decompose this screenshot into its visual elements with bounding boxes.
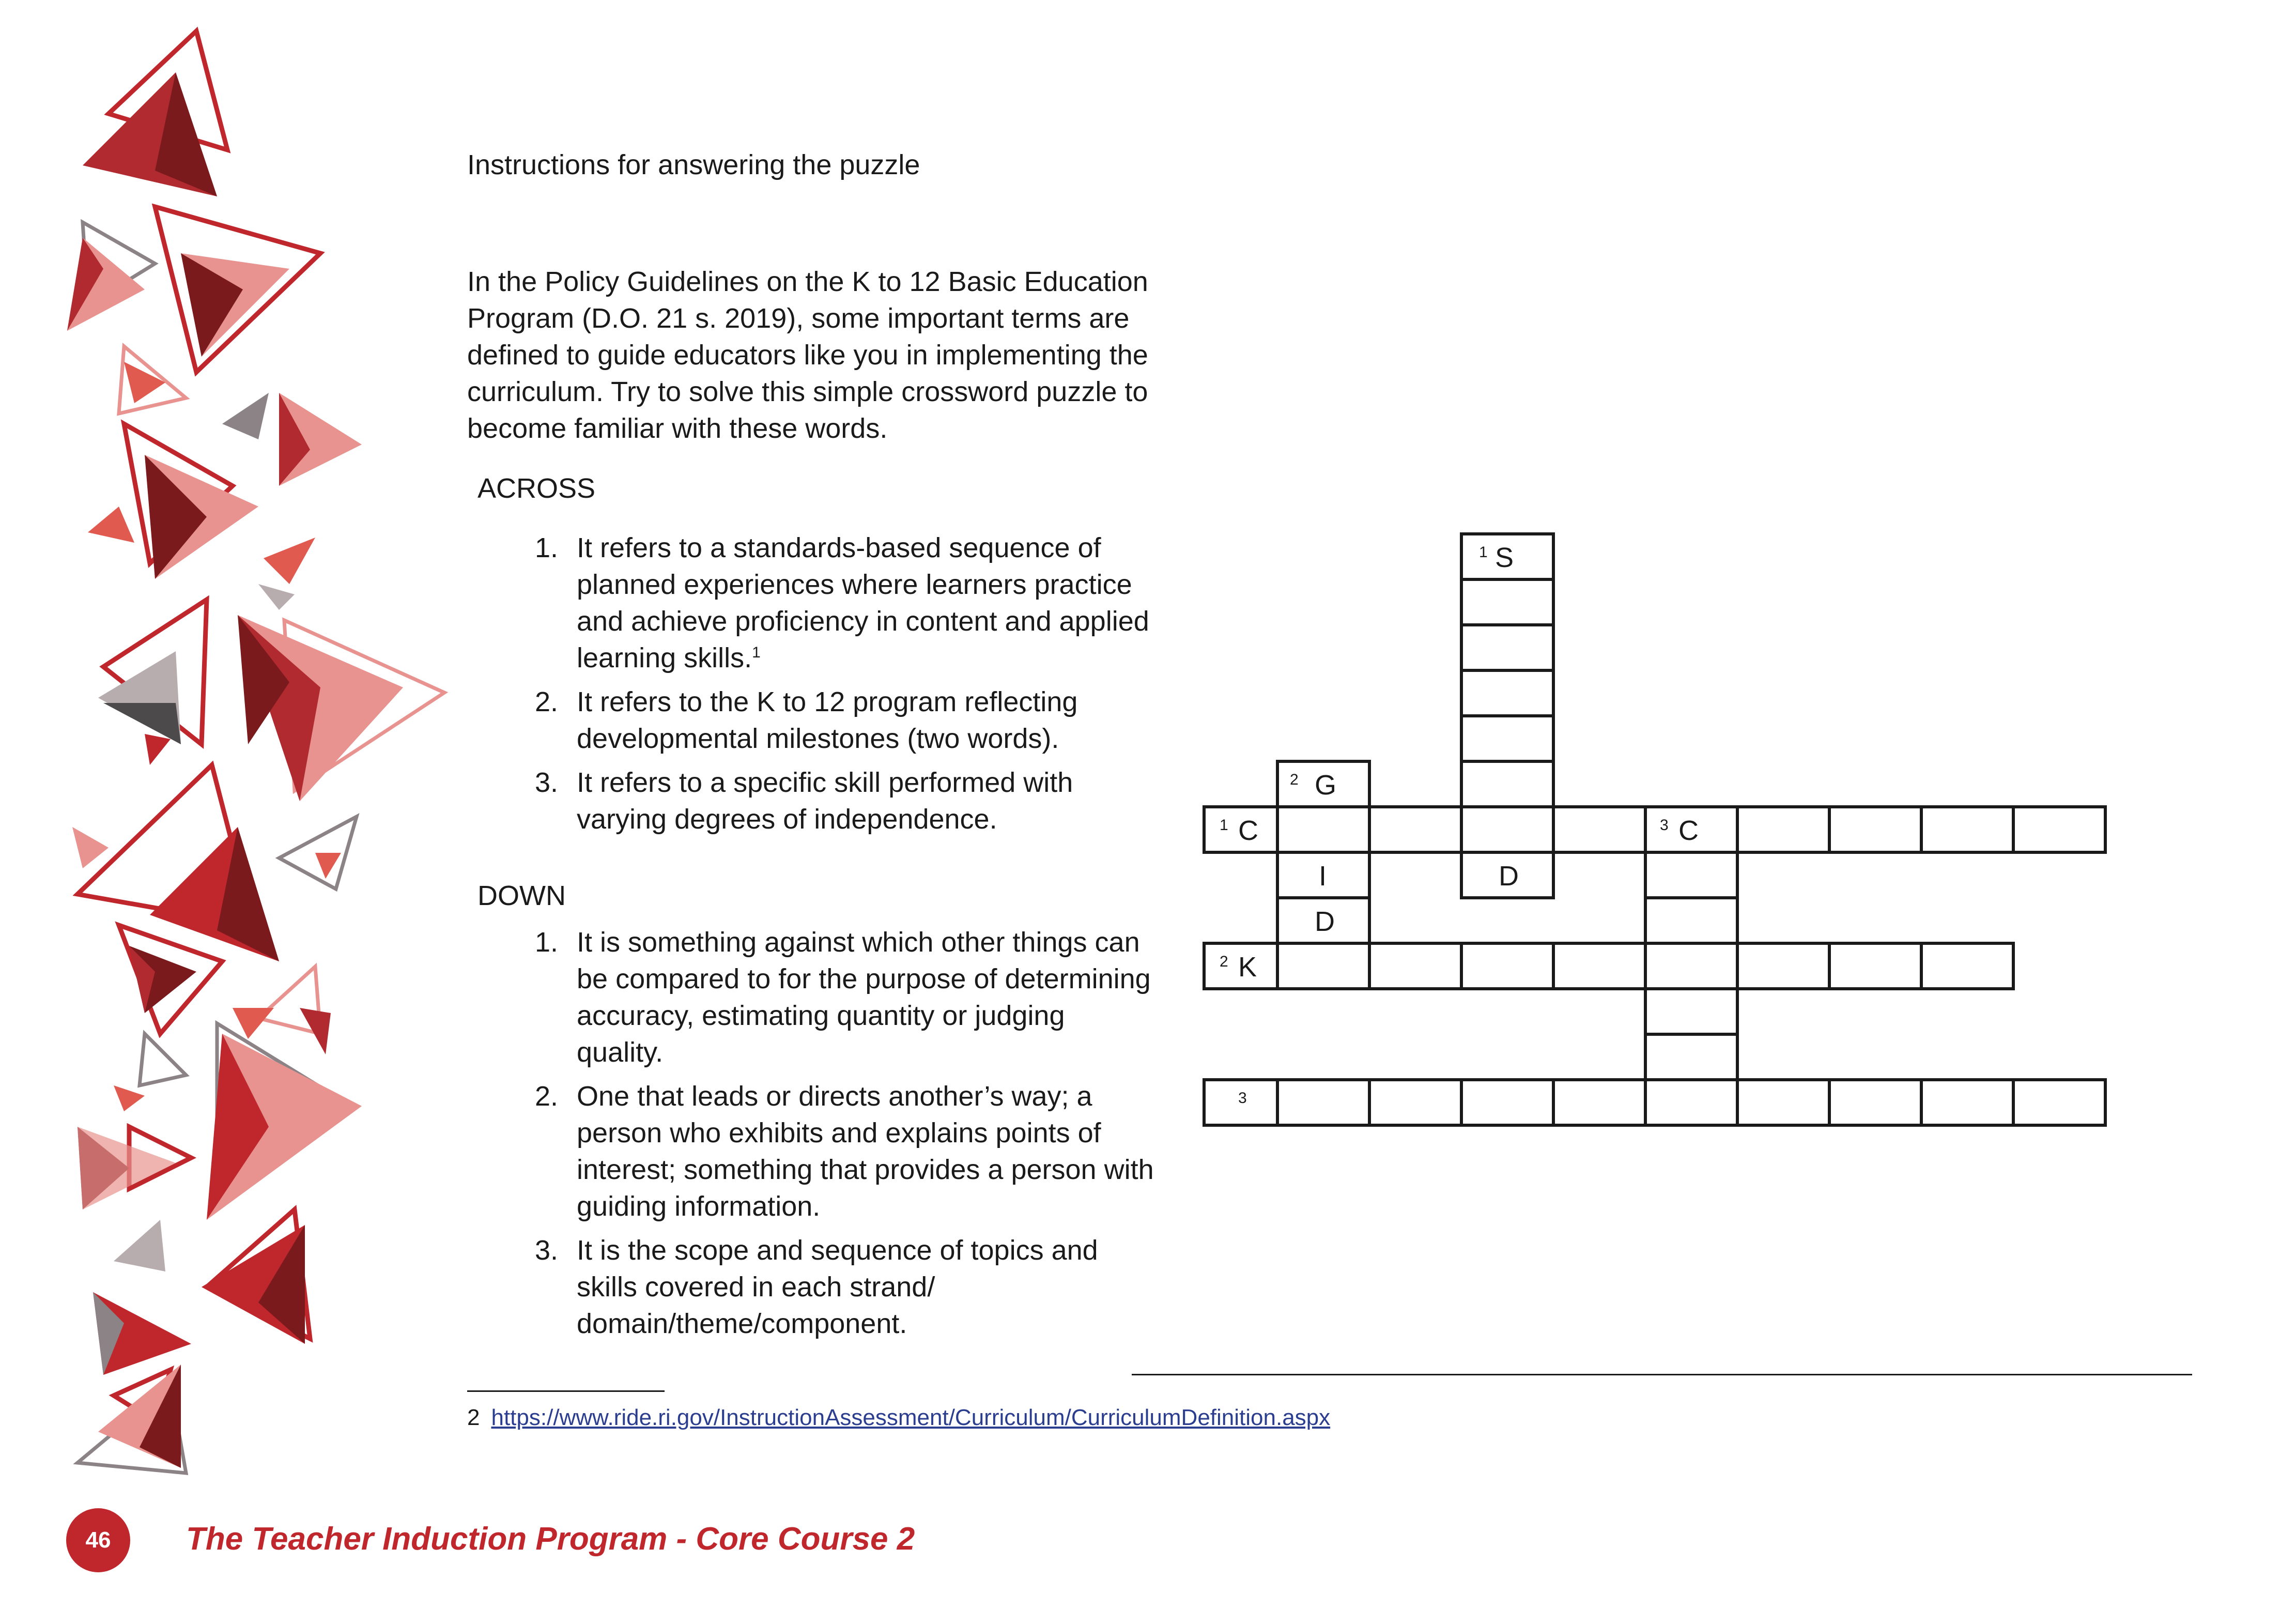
crossword-cell[interactable] [1461,1080,1553,1125]
crossword-cell[interactable] [1369,1080,1461,1125]
crossword-cell[interactable] [1461,807,1553,852]
crossword-cell[interactable] [1921,807,2013,852]
crossword-cell[interactable] [1737,807,1829,852]
crossword-cell[interactable] [1369,943,1461,989]
crossword-cell[interactable] [1829,943,1921,989]
instructions-heading: Instructions for answering the puzzle [467,149,920,180]
down-clue-list [527,924,1158,1350]
across-clue-1: 1. It refers to a standards-based sequence of planned experiences where learners practice and achieve proficiency in content and applied learning skills.$^1$ [534,532,1149,673]
crossword-letter: D [1499,861,1519,892]
crossword-cell[interactable] [1737,943,1829,989]
crossword-cell[interactable] [1461,534,1553,579]
crossword-cell[interactable] [1461,943,1553,989]
footnote-number: 2 [467,1405,480,1430]
across-clue-3: 3. It refers to a specific skill performed with varying degrees of independence. [534,767,1073,835]
crossword-letter: I [1319,861,1327,892]
crossword-cell[interactable] [1737,1080,1829,1125]
clue-number-down-2: 2 [1290,771,1299,788]
crossword-letter: C [1678,815,1699,846]
crossword-cell[interactable] [1461,716,1553,761]
intro-paragraph: In the Policy Guidelines on the K to 12 Basic Education Program (D.O. 21 s. 2019), some important terms are defined to guide educators like you in implementing the curriculum. Try to solve this simple crossword puzzle to become familiar with these words. [467,266,1148,444]
footnote-divider [467,1390,665,1392]
footnote [467,1405,1330,1431]
clue-number-down-3: 3 [1660,817,1669,834]
section-divider [1132,1374,2192,1375]
crossword-cell[interactable] [1645,989,1737,1034]
crossword-cell[interactable] [1204,943,1277,989]
clue-number-down-1: 1 [1479,544,1488,561]
crossword-cell[interactable] [1277,943,1369,989]
crossword-cell[interactable] [1645,1080,1737,1125]
page-number-badge: 46 [66,1508,130,1572]
crossword-cell[interactable] [1645,898,1737,943]
down-label: DOWN [477,880,566,911]
crossword-cell[interactable] [1461,852,1553,898]
crossword-cell[interactable] [1204,1080,1277,1125]
crossword-cell[interactable] [1204,807,1277,852]
crossword-cell[interactable] [1277,761,1369,807]
decorative-triangles [0,0,465,1624]
crossword-cell[interactable] [1829,807,1921,852]
clue-number-across-3: 3 [1238,1090,1247,1107]
crossword-cell[interactable] [1829,1080,1921,1125]
crossword-cell[interactable] [1921,943,2013,989]
down-clue-1: 1. It is something against which other things can be compared to for the purpose of determining accuracy, estimating quantity or judging quality. [534,927,1151,1068]
footer-title: The Teacher Induction Program - Core Course 2 [186,1521,915,1557]
crossword-cell[interactable] [2013,807,2105,852]
crossword-cell[interactable] [1369,807,1461,852]
crossword-cell[interactable] [1645,943,1737,989]
down-clue-2: 2. One that leads or directs another’s way; a person who exhibits and explains points of interest; something that provides a person with guiding information. [534,1081,1154,1222]
crossword-cell[interactable] [1461,625,1553,670]
crossword-cell[interactable] [1277,1080,1369,1125]
crossword-letter: G [1315,770,1337,801]
down-clue-3: 3. It is the scope and sequence of topics and skills covered in each strand/ domain/theme/component. [534,1235,1098,1339]
crossword-cell[interactable] [1645,807,1737,852]
crossword-cell[interactable] [1277,807,1369,852]
crossword-letter: K [1238,952,1257,983]
crossword-cell[interactable] [1553,1080,1645,1125]
crossword-letter: C [1238,815,1258,846]
crossword-cell[interactable] [1461,761,1553,807]
clue-number-across-1: 1 [1220,817,1228,834]
footnote-ref: 1 [752,644,761,661]
footnote-link[interactable]: https://www.ride.ri.gov/InstructionAssessment/Curriculum/CurriculumDefinition.aspx [491,1405,1331,1430]
crossword-cell[interactable] [1645,1034,1737,1080]
crossword-cell[interactable] [1277,898,1369,943]
crossword-cell[interactable] [1553,943,1645,989]
crossword-cell[interactable] [1461,670,1553,716]
across-clue-2: 2. It refers to the K to 12 program reflecting developmental milestones (two words). [534,686,1078,754]
across-label: ACROSS [477,473,596,504]
crossword-letter: S [1495,542,1514,573]
crossword-cell[interactable] [2013,1080,2105,1125]
across-clue-list [527,530,1158,845]
crossword-letter: D [1315,906,1335,937]
clue-number-across-2: 2 [1220,953,1228,970]
crossword-cell[interactable] [1553,807,1645,852]
crossword-cell[interactable] [1645,852,1737,898]
crossword-cell[interactable] [1277,852,1369,898]
crossword-cell[interactable] [1461,579,1553,625]
crossword-cell[interactable] [1921,1080,2013,1125]
